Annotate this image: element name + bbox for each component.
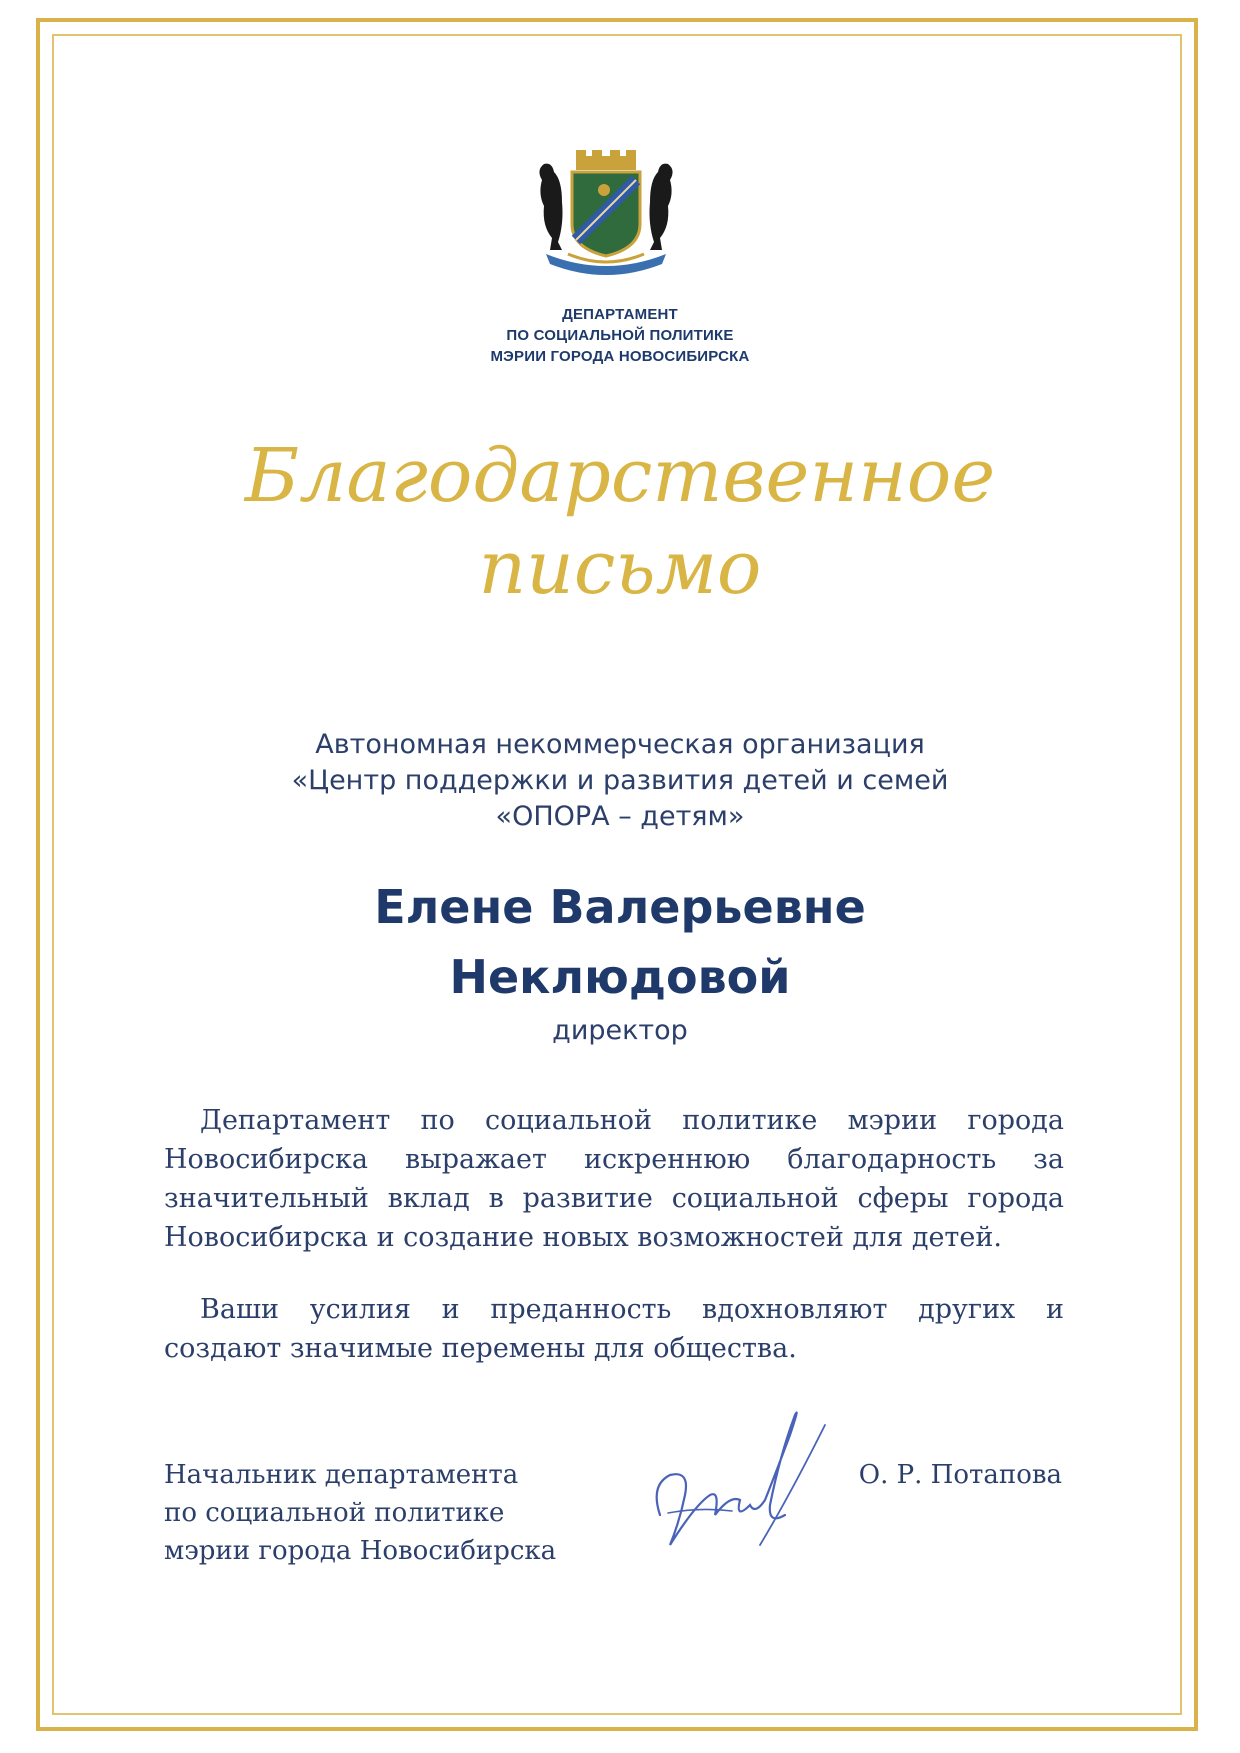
signatory-position-line: по социальной политике: [164, 1498, 505, 1528]
organization-line: Автономная некоммерческая организация: [315, 729, 925, 760]
heading-line-1: Благодарственное: [244, 433, 996, 519]
department-title-line: ДЕПАРТАМЕНТ: [562, 306, 678, 323]
signatory-position-line: Начальник департамента: [164, 1460, 519, 1490]
department-title-line: ПО СОЦИАЛЬНОЙ ПОЛИТИКЕ: [506, 327, 734, 344]
gratitude-paragraph: [164, 1101, 1064, 1257]
paragraph-line: Департамент по социальной политике мэрии города: [200, 1105, 1064, 1136]
paragraph-line: Новосибирска и создание новых возможностей для детей.: [164, 1222, 1002, 1253]
recipient-first-names: Елене Валерьевне: [374, 880, 866, 934]
signer-name: О. Р. Потапова: [858, 1460, 1062, 1490]
letter-heading: [120, 430, 1120, 614]
recipient-surname: Неклюдовой: [449, 950, 791, 1004]
recipient-name: [160, 872, 1080, 1012]
paragraph-line: Новосибирска выражает искреннюю благодарность за: [164, 1144, 1064, 1175]
novosibirsk-coat-of-arms-icon: [528, 150, 684, 280]
department-title: [420, 304, 820, 367]
paragraph-line: значительный вклад в развитие социальной сферы города: [164, 1183, 1064, 1214]
signatory-position: [164, 1456, 584, 1570]
signatory-position-line: мэрии города Новосибирска: [164, 1536, 557, 1566]
recipient-organization: [160, 727, 1080, 835]
organization-line: «Центр поддержки и развития детей и семей: [291, 765, 949, 796]
heading-line-2: письмо: [478, 525, 762, 611]
organization-line: «ОПОРА – детям»: [495, 801, 745, 832]
recipient-position: директор: [552, 1015, 688, 1046]
paragraph-line: Ваши усилия и преданность вдохновляют других и: [200, 1294, 1064, 1325]
paragraph-line: создают значимые перемены для общества.: [164, 1333, 797, 1364]
department-title-line: МЭРИИ ГОРОДА НОВОСИБИРСКА: [490, 348, 750, 365]
closing-paragraph: [164, 1290, 1064, 1368]
